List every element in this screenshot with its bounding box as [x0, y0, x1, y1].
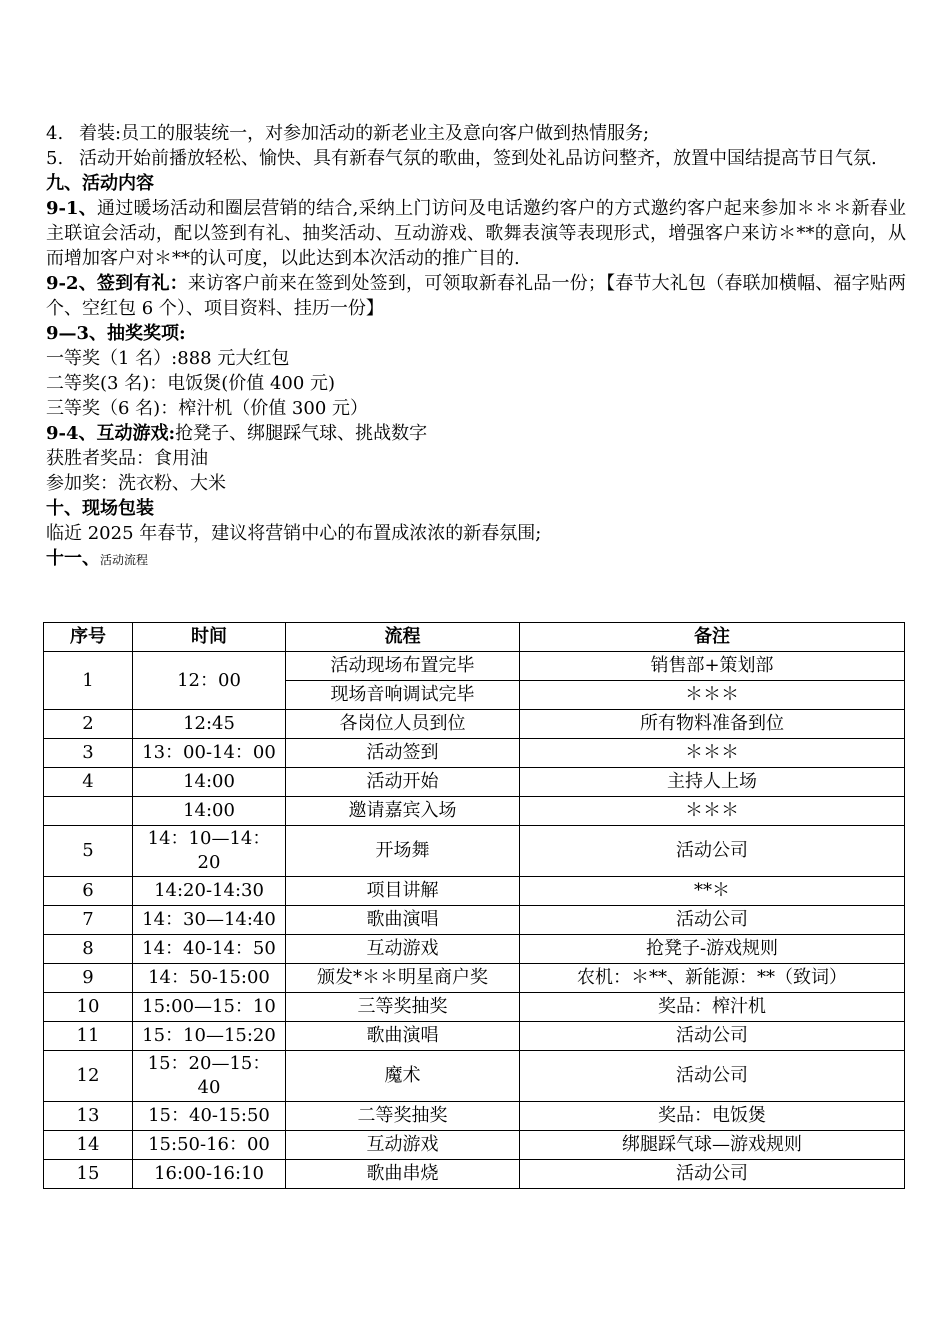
cell-no: 6 [44, 877, 133, 906]
participation-prize: 参加奖：洗衣粉、大米 [46, 473, 226, 494]
cell-note: 销售部+策划部 [520, 652, 905, 681]
section-9-2 [46, 271, 906, 321]
cell-note: ＊＊＊ [520, 739, 905, 768]
cell-note: **＊ [520, 877, 905, 906]
cell-flow: 二等奖抽奖 [286, 1102, 520, 1131]
table-row [44, 652, 905, 681]
heading-small: 活动流程 [100, 553, 149, 567]
header-time: 时间 [133, 623, 286, 652]
cell-no: 4 [44, 768, 133, 797]
cell-no: 5 [44, 826, 133, 877]
cell-note: 抢凳子-游戏规则 [520, 935, 905, 964]
cell-time: 14:00 [133, 797, 286, 826]
cell-note: 绑腿踩气球—游戏规则 [520, 1131, 905, 1160]
cell-no: 3 [44, 739, 133, 768]
table-row [44, 768, 905, 797]
cell-time: 14:00 [133, 768, 286, 797]
cell-time: 12：00 [133, 652, 286, 710]
list-text: 活动开始前播放轻松、愉快、具有新春气氛的歌曲，签到处礼品访问整齐，放置中国结提高节日气氛. [79, 148, 877, 169]
cell-time: 15:00—15：10 [133, 993, 286, 1022]
cell-note: 活动公司 [520, 906, 905, 935]
cell-note: 活动公司 [520, 1022, 905, 1051]
table-row [44, 1051, 905, 1102]
cell-flow: 开场舞 [286, 826, 520, 877]
cell-no: 1 [44, 652, 133, 710]
table-row [44, 797, 905, 826]
cell-flow: 各岗位人员到位 [286, 710, 520, 739]
cell-note: 奖品：电饭煲 [520, 1102, 905, 1131]
heading-prefix: 十一、 [46, 548, 100, 569]
cell-no [44, 797, 133, 826]
cell-flow: 现场音响调试完毕 [286, 681, 520, 710]
list-number: 5. [46, 148, 64, 169]
table-row [44, 1022, 905, 1051]
cell-time: 13：00-14：00 [133, 739, 286, 768]
table-row [44, 1160, 905, 1189]
cell-no: 14 [44, 1131, 133, 1160]
table-row [44, 826, 905, 877]
cell-note: 农机：＊**、新能源：**（致词） [520, 964, 905, 993]
cell-note: ＊＊＊ [520, 797, 905, 826]
section-label: 9-1、 [46, 198, 98, 219]
section-text: 来访客户前来在签到处签到，可领取新春礼品一份；【春节大礼包（春联加横幅、福字贴两个、空红包 6 个）、项目资料、挂历一份】 [46, 273, 906, 319]
section-heading-9: 九、活动内容 [46, 173, 154, 194]
cell-time: 14：40-14：50 [133, 935, 286, 964]
cell-no: 10 [44, 993, 133, 1022]
cell-note: 活动公司 [520, 1160, 905, 1189]
cell-time: 15：20—15：40 [133, 1051, 286, 1102]
prize-third: 三等奖（6 名)：榨汁机（价值 300 元） [46, 398, 368, 419]
cell-no: 11 [44, 1022, 133, 1051]
cell-time: 14：50-15:00 [133, 964, 286, 993]
section-heading-10: 十、现场包装 [46, 498, 154, 519]
cell-flow: 活动签到 [286, 739, 520, 768]
table-row [44, 935, 905, 964]
section-heading-11 [46, 546, 906, 573]
header-note: 备注 [520, 623, 905, 652]
cell-flow: 邀请嘉宾入场 [286, 797, 520, 826]
table-row [44, 739, 905, 768]
list-text: 着装:员工的服装统一，对参加活动的新老业主及意向客户做到热情服务; [79, 123, 650, 144]
header-no: 序号 [44, 623, 133, 652]
cell-time: 14:20-14:30 [133, 877, 286, 906]
list-item-4 [46, 121, 906, 146]
cell-time: 15：10—15:20 [133, 1022, 286, 1051]
cell-no: 13 [44, 1102, 133, 1131]
section-label: 9-4、互动游戏: [46, 423, 176, 444]
section-10-text: 临近 2025 年春节，建议将营销中心的布置成浓浓的新春氛围; [46, 523, 542, 544]
cell-flow: 歌曲演唱 [286, 1022, 520, 1051]
document-body [46, 121, 906, 573]
cell-time: 14：10—14：20 [133, 826, 286, 877]
section-text: 抢凳子、绑腿踩气球、挑战数字 [175, 423, 428, 444]
cell-time: 14：30—14:40 [133, 906, 286, 935]
cell-flow: 歌曲演唱 [286, 906, 520, 935]
table-row [44, 964, 905, 993]
cell-no: 2 [44, 710, 133, 739]
cell-flow: 魔术 [286, 1051, 520, 1102]
section-9-3: 9—3、抽奖奖项: [46, 323, 186, 344]
table-row [44, 993, 905, 1022]
cell-no: 9 [44, 964, 133, 993]
cell-time: 15:50-16：00 [133, 1131, 286, 1160]
cell-note: 活动公司 [520, 1051, 905, 1102]
cell-flow: 活动开始 [286, 768, 520, 797]
section-label: 9-2、签到有礼： [46, 273, 188, 294]
cell-no: 7 [44, 906, 133, 935]
section-text: 通过暖场活动和圈层营销的结合,采纳上门访问及电话邀约客户的方式邀约客户起来参加＊＊＊新春业主联谊会活动，配以签到有礼、抽奖活动、互动游戏、歌舞表演等表现形式，增强客户来访＊**的意向，从而增加客户对＊**的认可度，以此达到本次活动的推广目的. [46, 198, 906, 269]
table-header-row [44, 623, 905, 652]
cell-flow: 项目讲解 [286, 877, 520, 906]
cell-no: 12 [44, 1051, 133, 1102]
cell-time: 16:00-16:10 [133, 1160, 286, 1189]
cell-note: 活动公司 [520, 826, 905, 877]
schedule-table [43, 622, 905, 1189]
cell-note: ＊＊＊ [520, 681, 905, 710]
prize-first: 一等奖（1 名）:888 元大红包 [46, 348, 290, 369]
cell-flow: 互动游戏 [286, 935, 520, 964]
cell-no: 8 [44, 935, 133, 964]
cell-time: 12:45 [133, 710, 286, 739]
table-row [44, 877, 905, 906]
table-row [44, 1131, 905, 1160]
table-row [44, 1102, 905, 1131]
cell-flow: 歌曲串烧 [286, 1160, 520, 1189]
cell-note: 奖品：榨汁机 [520, 993, 905, 1022]
section-9-4 [46, 421, 906, 446]
prize-second: 二等奖(3 名)：电饭煲(价值 400 元) [46, 373, 336, 394]
cell-note: 主持人上场 [520, 768, 905, 797]
cell-flow: 颁发*＊＊明星商户奖 [286, 964, 520, 993]
list-number: 4. [46, 123, 64, 144]
cell-time: 15：40-15:50 [133, 1102, 286, 1131]
table-row [44, 710, 905, 739]
list-item-5 [46, 146, 906, 171]
cell-flow: 互动游戏 [286, 1131, 520, 1160]
cell-no: 15 [44, 1160, 133, 1189]
cell-note: 所有物料准备到位 [520, 710, 905, 739]
winner-prize: 获胜者奖品：食用油 [46, 448, 208, 469]
section-9-1 [46, 196, 906, 271]
table-row [44, 906, 905, 935]
cell-flow: 三等奖抽奖 [286, 993, 520, 1022]
cell-flow: 活动现场布置完毕 [286, 652, 520, 681]
header-flow: 流程 [286, 623, 520, 652]
